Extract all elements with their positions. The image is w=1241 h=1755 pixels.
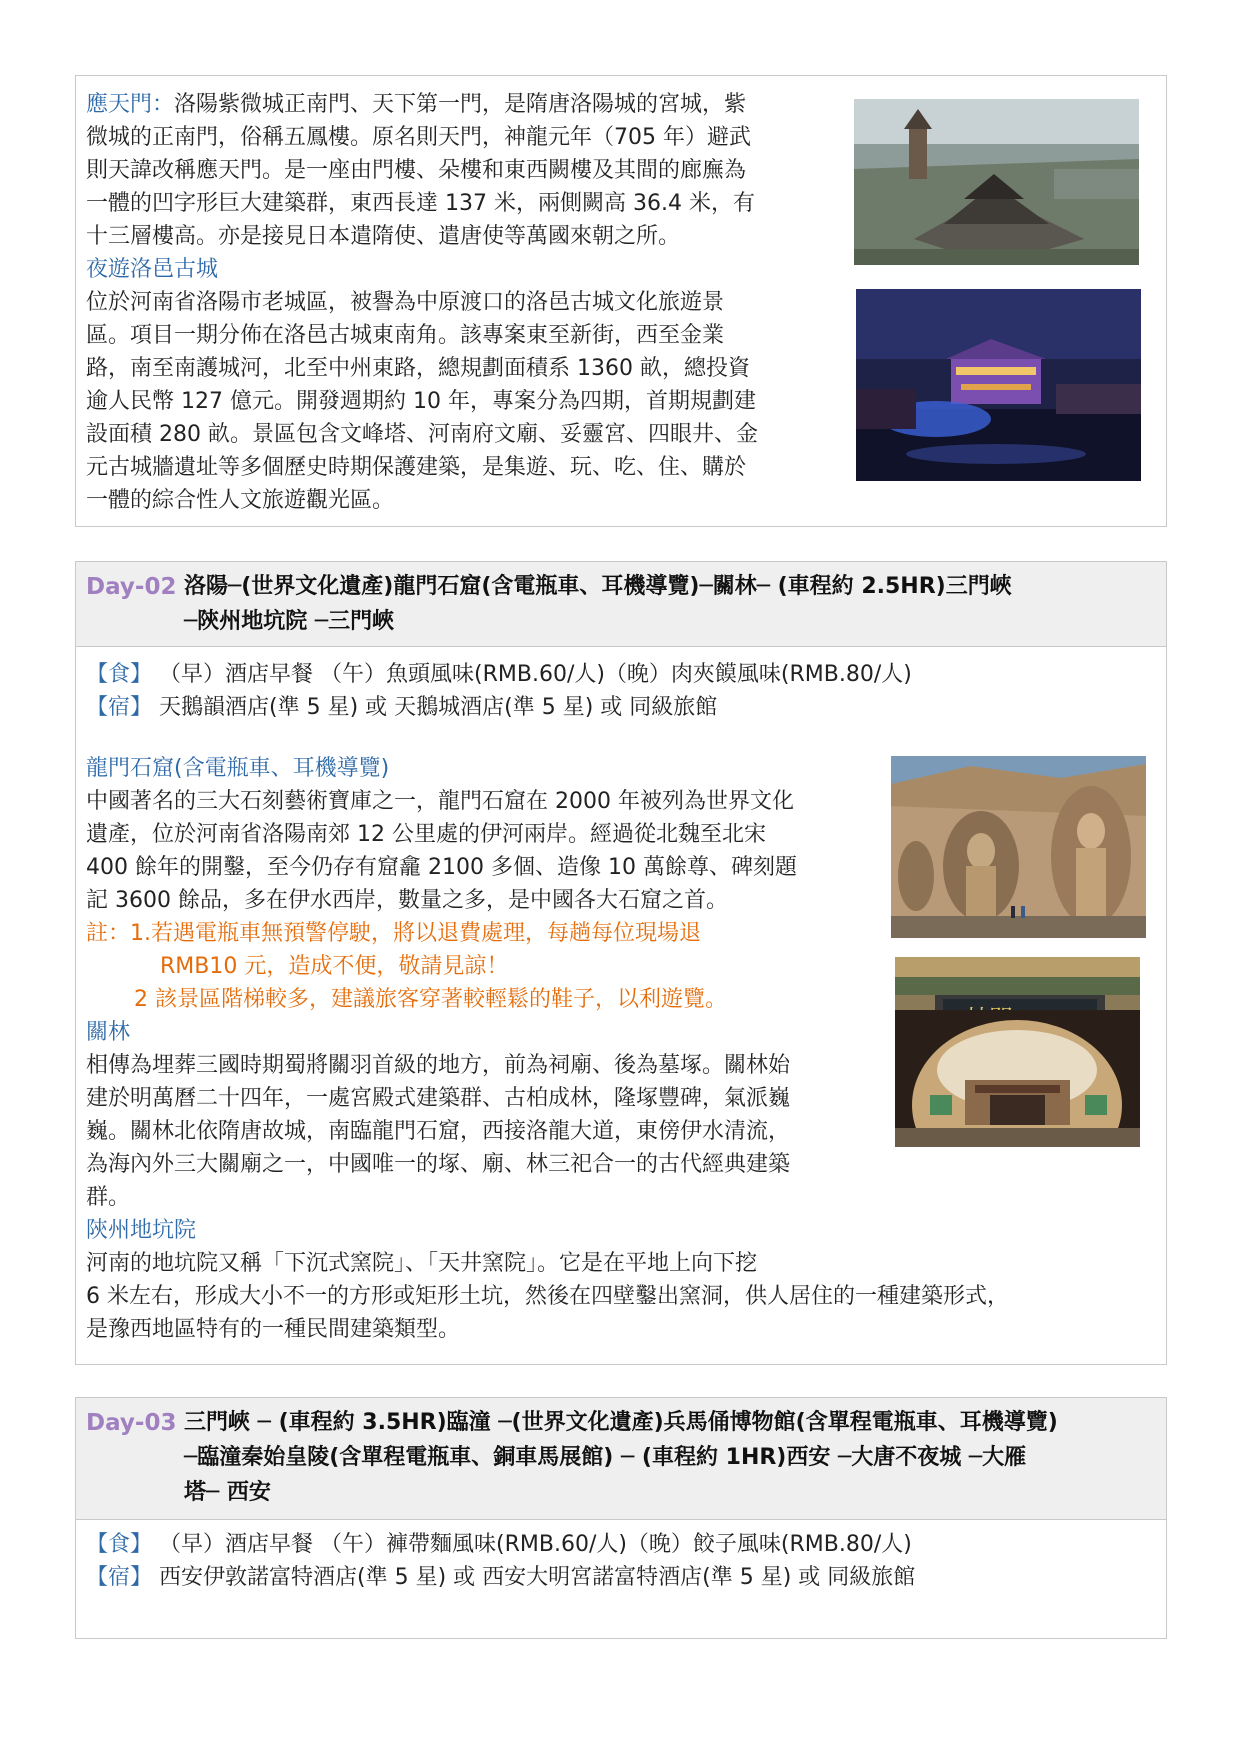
dikeng-line: 6 米左右，形成大小不一的方形或矩形土坑，然後在四壁鑿出窯洞，供人居住的一種建築形式， xyxy=(86,1284,1009,1309)
luoyi-line: 位於河南省洛陽市老城區，被譽為中原渡口的洛邑古城文化旅遊景 xyxy=(86,290,725,315)
note-line: 2 該景區階梯較多，建議旅客穿著較輕鬆的鞋子，以利遊覽。 xyxy=(134,987,727,1012)
guanlin-line: 建於明萬曆二十四年，一處宮殿式建築群、古柏成林，隆塚豐碑，氣派巍 xyxy=(86,1086,791,1111)
day-03-section xyxy=(75,1397,1167,1639)
longmen-grottoes-photo xyxy=(891,756,1146,938)
guanlin-line: 為海內外三大關廟之一，中國唯一的塚、廟、林三祀合一的古代經典建築 xyxy=(86,1152,791,1177)
luoyi-line: 一體的綜合性人文旅遊觀光區。 xyxy=(86,488,395,513)
dikeng-line: 是豫西地區特有的一種民間建築類型。 xyxy=(86,1317,461,1342)
day-03-header xyxy=(76,1398,1166,1520)
stay-tag: 【宿】 xyxy=(86,1565,153,1590)
luoyi-night-photo xyxy=(856,289,1141,481)
guanlin-line: 群。 xyxy=(86,1185,131,1210)
stay-text: 天鵝韻酒店(準 5 星) 或 天鵝城酒店(準 5 星) 或 同級旅館 xyxy=(159,695,718,720)
luoyi-line: 元古城牆遺址等多個歷史時期保護建築，是集遊、玩、吃、住、購於 xyxy=(86,455,747,480)
dikeng-heading: 陝州地坑院 xyxy=(86,1218,197,1243)
yingtian-line: 微城的正南門，俗稱五鳳樓。原名則天門，神龍元年（705 年）避武 xyxy=(86,125,751,150)
longmen-line: 中國著名的三大石刻藝術寶庫之一，龍門石窟在 2000 年被列為世界文化 xyxy=(86,789,794,814)
dikeng-courtyard-photo xyxy=(895,1010,1140,1147)
day-02-title: 洛陽─(世界文化遺產)龍門石窟(含電瓶車、耳機導覽)─關林─ (車程約 2.5HR)三門峽 ─陝州地坑院 ─三門峽 xyxy=(184,574,1012,634)
yingtian-line: 洛陽紫微城正南門、天下第一門，是隋唐洛陽城的宮城，紫 xyxy=(174,92,747,117)
luoyi-line: 設面積 280 畝。景區包含文峰塔、河南府文廟、妥靈宮、四眼井、金 xyxy=(86,422,758,447)
luoyi-line: 逾人民幣 127 億元。開發週期約 10 年，專案分為四期，首期規劃建 xyxy=(86,389,756,414)
day-02-header xyxy=(76,562,1166,647)
day-02-meals-stay xyxy=(86,658,912,724)
dikeng-line: 河南的地坑院又稱「下沉式窯院」、「天井窯院」。它是在平地上向下挖 xyxy=(86,1251,758,1276)
luoyi-line: 路，南至南護城河，北至中州東路，總規劃面積系 1360 畝，總投資 xyxy=(86,356,750,381)
yingtian-line: 十三層樓高。亦是接見日本遣隋使、遣唐使等萬國來朝之所。 xyxy=(86,224,681,249)
longmen-line: 遺產，位於河南省洛陽南郊 12 公里處的伊河兩岸。經過從北魏至北宋 xyxy=(86,822,766,847)
stay-text: 西安伊敦諾富特酒店(準 5 星) 或 西安大明宮諾富特酒店(準 5 星) 或 同級旅館 xyxy=(159,1565,916,1590)
meal-text: （早）酒店早餐 （午）褲帶麵風味(RMB.60/人)（晚）餃子風味(RMB.80/人) xyxy=(159,1532,912,1557)
note-line: 註：1.若遇電瓶車無預警停駛，將以退費處理，每趟每位現場退 xyxy=(86,921,701,946)
longmen-line: 400 餘年的開鑿，至今仍存有窟龕 2100 多個、造像 10 萬餘尊、碑刻題 xyxy=(86,855,797,880)
day-02-attractions xyxy=(86,752,1009,1346)
meal-tag: 【食】 xyxy=(86,662,153,687)
yingtian-heading: 應天門： xyxy=(86,92,175,117)
section-luoyang-sights xyxy=(75,75,1167,527)
guanlin-heading: 關林 xyxy=(86,1020,131,1045)
day-03-label: Day-03 xyxy=(86,1410,177,1436)
yingtian-gate-photo xyxy=(854,99,1139,265)
guanlin-line: 巍。關林北依隋唐故城，南臨龍門石窟，西接洛龍大道，東傍伊水清流， xyxy=(86,1119,791,1144)
guanlin-line: 相傳為埋葬三國時期蜀將關羽首級的地方，前為祠廟、後為墓塚。關林始 xyxy=(86,1053,791,1078)
yingtian-line: 則天諱改稱應天門。是一座由門樓、朵樓和東西闕樓及其間的廊廡為 xyxy=(86,158,747,183)
yingtian-paragraph xyxy=(86,88,766,517)
stay-tag: 【宿】 xyxy=(86,695,153,720)
meal-tag: 【食】 xyxy=(86,1532,153,1557)
day-03-meals-stay xyxy=(86,1528,915,1594)
luoyi-heading: 夜遊洛邑古城 xyxy=(86,257,219,282)
day-02-section xyxy=(75,561,1167,1365)
yingtian-line: 一體的凹字形巨大建築群，東西長達 137 米，兩側闕高 36.4 米，有 xyxy=(86,191,755,216)
meal-text: （早）酒店早餐 （午）魚頭風味(RMB.60/人)（晚）肉夾饃風味(RMB.80/人) xyxy=(159,662,912,687)
longmen-heading: 龍門石窟(含電瓶車、耳機導覽) xyxy=(86,756,390,781)
day-03-title: 三門峽 ─ (車程約 3.5HR)臨潼 ─(世界文化遺產)兵馬俑博物館(含單程電瓶車、耳機導覽) ─臨潼秦始皇陵(含單程電瓶車、銅車馬展館) ─ (車程約 1HR)西安 ─大唐不夜城 ─大雁 塔─ 西安 xyxy=(184,1410,1058,1505)
longmen-line: 記 3600 餘品，多在伊水西岸，數量之多，是中國各大石窟之首。 xyxy=(86,888,728,913)
day-02-label: Day-02 xyxy=(86,574,177,600)
note-line: RMB10 元，造成不便，敬請見諒！ xyxy=(160,954,509,979)
luoyi-line: 區。項目一期分佈在洛邑古城東南角。該專案東至新街，西至金業 xyxy=(86,323,725,348)
